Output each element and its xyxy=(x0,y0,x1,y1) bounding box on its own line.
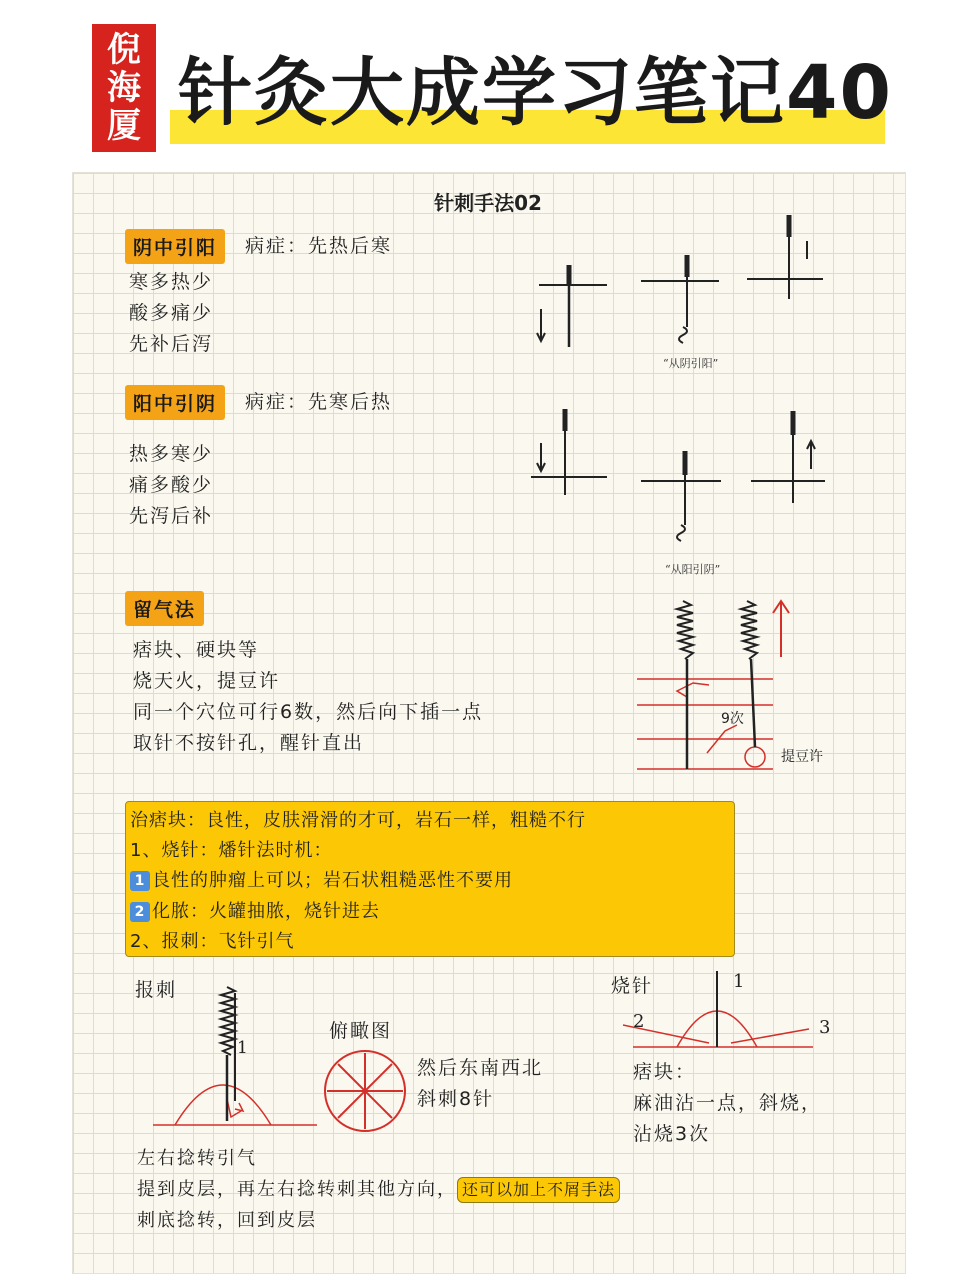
seal-char: 倪 xyxy=(107,30,141,70)
number-1-icon: 1 xyxy=(130,871,150,891)
top-view-line: 斜刺8针 xyxy=(417,1088,495,1110)
symptom-line: 痛多酸少 xyxy=(129,474,214,496)
box-line: 2、报刺：飞针引气 xyxy=(130,931,295,952)
symptom-list xyxy=(129,267,213,360)
shao-zhen-line: 麻油沾一点，斜烧， xyxy=(633,1092,823,1114)
author-seal xyxy=(92,24,156,152)
liu-qi-diagram xyxy=(633,593,893,778)
diagram-caption: “从阴引阳” xyxy=(663,357,719,370)
page-title: 针灸大成学习笔记40 xyxy=(178,50,893,136)
liu-qi-line: 取针不按针孔，醒针直出 xyxy=(133,732,365,754)
top-view-text xyxy=(417,1053,543,1115)
needle-diagram-yang-yin xyxy=(529,403,829,583)
shao-zhen-label: 烧针 xyxy=(611,975,654,997)
shao-zhen-line: 痞块： xyxy=(633,1061,697,1083)
bao-ci-steps xyxy=(137,1143,620,1236)
box-line: 治痞块：良性，皮肤滑滑的才可，岩石一样，粗糙不行 xyxy=(130,810,586,831)
diagram-caption: “从阳引阴” xyxy=(665,563,721,576)
liu-qi-line: 烧天火，提豆许 xyxy=(133,670,281,692)
disease-text: 病症：先寒后热 xyxy=(245,391,393,413)
symptom-line: 先泻后补 xyxy=(129,505,214,527)
symptom-list xyxy=(129,439,213,532)
liu-qi-line: 痞块、硬块等 xyxy=(133,639,260,661)
seal-char: 厦 xyxy=(107,106,141,146)
marker-1: 1 xyxy=(733,971,745,992)
symptom-line: 热多寒少 xyxy=(129,443,214,465)
liu-qi-fa-list xyxy=(133,635,483,759)
bao-ci-diagram xyxy=(153,981,333,1131)
symptom-line: 寒多热少 xyxy=(129,271,214,293)
marker-2: 2 xyxy=(633,1011,645,1032)
top-view-diagram xyxy=(321,1047,411,1137)
note-paper xyxy=(72,172,906,1274)
disease-text: 病症：先热后寒 xyxy=(245,235,393,257)
bao-ci-line: 左右捻转引气 xyxy=(137,1148,257,1169)
number-2-icon: 2 xyxy=(130,902,150,922)
bao-ci-label: 报刺 xyxy=(135,979,178,1001)
shao-zhen-notes xyxy=(633,1057,822,1150)
bao-ci-line: 刺底捻转，回到皮层 xyxy=(137,1210,317,1231)
shao-zhen-line: 沾烧3次 xyxy=(633,1123,711,1145)
highlight-note: 还可以加上不屑手法 xyxy=(457,1177,620,1203)
liu-qi-line: 同一个穴位可行6数，然后向下插一点 xyxy=(133,701,484,723)
box-line-numbered xyxy=(130,866,513,892)
shao-zhen-diagram xyxy=(613,967,843,1057)
marker-1: 1 xyxy=(237,1038,248,1058)
count-label: 9次 xyxy=(721,711,744,727)
tag-yin-zhong-yin-yang: 阴中引阳 xyxy=(125,229,225,264)
tag-yang-zhong-yin-yin: 阳中引阴 xyxy=(125,385,225,420)
box-line: 1、烧针：燔针法时机： xyxy=(130,840,333,861)
symptom-line: 酸多痛少 xyxy=(129,302,214,324)
box-line: 化脓：火罐抽脓，烧针进去 xyxy=(152,901,380,922)
box-line-numbered xyxy=(130,897,380,923)
bao-ci-line: 提到皮层，再左右捻转刺其他方向， xyxy=(137,1179,457,1200)
needle-diagram-yin-yang xyxy=(533,209,833,379)
marker-3: 3 xyxy=(819,1017,831,1038)
highlight-box xyxy=(125,801,735,957)
ti-dou-xu-label: 提豆许 xyxy=(781,749,823,765)
symptom-line: 先补后泻 xyxy=(129,333,214,355)
bao-ci-line-with-highlight xyxy=(137,1174,620,1205)
top-view-label: 俯瞰图 xyxy=(329,1020,393,1042)
top-view-line: 然后东南西北 xyxy=(417,1057,544,1079)
tag-liu-qi-fa: 留气法 xyxy=(125,591,204,626)
seal-char: 海 xyxy=(107,68,141,108)
box-line: 良性的肿瘤上可以；岩石状粗糙恶性不要用 xyxy=(152,870,513,891)
section-title: 针刺手法02 xyxy=(434,191,542,215)
